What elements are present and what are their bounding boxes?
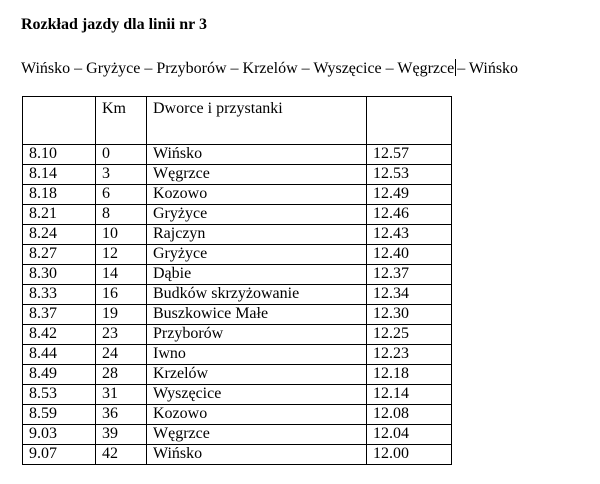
- cell-stop[interactable]: Iwno: [147, 345, 367, 365]
- cell-stop[interactable]: Wińsko: [147, 145, 367, 165]
- cell-departure[interactable]: 8.42: [23, 325, 96, 345]
- table-row: [23, 385, 452, 405]
- cell-km[interactable]: 14: [96, 265, 147, 285]
- cell-return[interactable]: 12.23: [367, 345, 452, 365]
- table-row: [23, 285, 452, 305]
- cell-km[interactable]: 19: [96, 305, 147, 325]
- cell-return[interactable]: 12.57: [367, 145, 452, 165]
- cell-km[interactable]: 42: [96, 445, 147, 465]
- cell-km[interactable]: 36: [96, 405, 147, 425]
- cell-departure[interactable]: 8.21: [23, 205, 96, 225]
- cell-stop[interactable]: Kozowo: [147, 405, 367, 425]
- table-row: [23, 205, 452, 225]
- table-row: [23, 325, 452, 345]
- table-row: [23, 445, 452, 465]
- timetable-header-row: [23, 97, 452, 145]
- table-row: [23, 245, 452, 265]
- cell-return[interactable]: 12.43: [367, 225, 452, 245]
- cell-departure[interactable]: 8.27: [23, 245, 96, 265]
- table-row: [23, 265, 452, 285]
- cell-km[interactable]: 16: [96, 285, 147, 305]
- header-return[interactable]: [367, 97, 452, 145]
- cell-departure[interactable]: 9.03: [23, 425, 96, 445]
- cell-stop[interactable]: Kozowo: [147, 185, 367, 205]
- cell-return[interactable]: 12.40: [367, 245, 452, 265]
- cell-km[interactable]: 28: [96, 365, 147, 385]
- table-row: [23, 305, 452, 325]
- table-row: [23, 145, 452, 165]
- cell-km[interactable]: 24: [96, 345, 147, 365]
- cell-km[interactable]: 23: [96, 325, 147, 345]
- table-row: [23, 425, 452, 445]
- cell-departure[interactable]: 9.07: [23, 445, 96, 465]
- timetable: [22, 96, 452, 465]
- route-text-end: – Wińsko: [457, 60, 519, 77]
- cell-stop[interactable]: Wyszęcice: [147, 385, 367, 405]
- timetable-body: [23, 97, 452, 465]
- cell-km[interactable]: 31: [96, 385, 147, 405]
- cell-departure[interactable]: 8.49: [23, 365, 96, 385]
- cell-stop[interactable]: Rajczyn: [147, 225, 367, 245]
- cell-stop[interactable]: Przyborów: [147, 325, 367, 345]
- cell-km[interactable]: 6: [96, 185, 147, 205]
- cell-stop[interactable]: Węgrzce: [147, 425, 367, 445]
- table-row: [23, 365, 452, 385]
- cell-stop[interactable]: Gryżyce: [147, 205, 367, 225]
- cell-departure[interactable]: 8.37: [23, 305, 96, 325]
- cell-km[interactable]: 10: [96, 225, 147, 245]
- cell-km[interactable]: 12: [96, 245, 147, 265]
- header-stop[interactable]: Dworce i przystanki: [147, 97, 367, 145]
- cell-departure[interactable]: 8.14: [23, 165, 96, 185]
- route-text-start: Wińsko – Gryżyce – Przyborów – Krzelów – Wyszęcice – Węgrzce: [21, 60, 455, 77]
- cell-departure[interactable]: 8.59: [23, 405, 96, 425]
- cell-departure[interactable]: 8.33: [23, 285, 96, 305]
- cell-return[interactable]: 12.30: [367, 305, 452, 325]
- cell-return[interactable]: 12.46: [367, 205, 452, 225]
- cell-return[interactable]: 12.00: [367, 445, 452, 465]
- cell-stop[interactable]: Wińsko: [147, 445, 367, 465]
- cell-departure[interactable]: 8.44: [23, 345, 96, 365]
- cell-return[interactable]: 12.04: [367, 425, 452, 445]
- cell-km[interactable]: 0: [96, 145, 147, 165]
- cell-stop[interactable]: Budków skrzyżowanie: [147, 285, 367, 305]
- header-km[interactable]: Km: [96, 97, 147, 145]
- cell-return[interactable]: 12.53: [367, 165, 452, 185]
- table-row: [23, 165, 452, 185]
- cell-departure[interactable]: 8.30: [23, 265, 96, 285]
- cell-stop[interactable]: Krzelów: [147, 365, 367, 385]
- cell-stop[interactable]: Węgrzce: [147, 165, 367, 185]
- table-row: [23, 345, 452, 365]
- table-row: [23, 405, 452, 425]
- cell-stop[interactable]: Buszkowice Małe: [147, 305, 367, 325]
- cell-departure[interactable]: 8.10: [23, 145, 96, 165]
- table-row: [23, 185, 452, 205]
- cell-return[interactable]: 12.49: [367, 185, 452, 205]
- cell-return[interactable]: 12.37: [367, 265, 452, 285]
- route-description: [21, 59, 518, 79]
- header-departure[interactable]: [23, 97, 96, 145]
- cell-departure[interactable]: 8.18: [23, 185, 96, 205]
- cell-km[interactable]: 39: [96, 425, 147, 445]
- document-title: Rozkład jazdy dla linii nr 3: [21, 16, 207, 33]
- table-row: [23, 225, 452, 245]
- cell-km[interactable]: 8: [96, 205, 147, 225]
- cell-return[interactable]: 12.25: [367, 325, 452, 345]
- cell-return[interactable]: 12.14: [367, 385, 452, 405]
- cell-return[interactable]: 12.18: [367, 365, 452, 385]
- cell-stop[interactable]: Dąbie: [147, 265, 367, 285]
- cell-return[interactable]: 12.34: [367, 285, 452, 305]
- cell-km[interactable]: 3: [96, 165, 147, 185]
- cell-departure[interactable]: 8.53: [23, 385, 96, 405]
- cell-stop[interactable]: Gryżyce: [147, 245, 367, 265]
- cell-departure[interactable]: 8.24: [23, 225, 96, 245]
- cell-return[interactable]: 12.08: [367, 405, 452, 425]
